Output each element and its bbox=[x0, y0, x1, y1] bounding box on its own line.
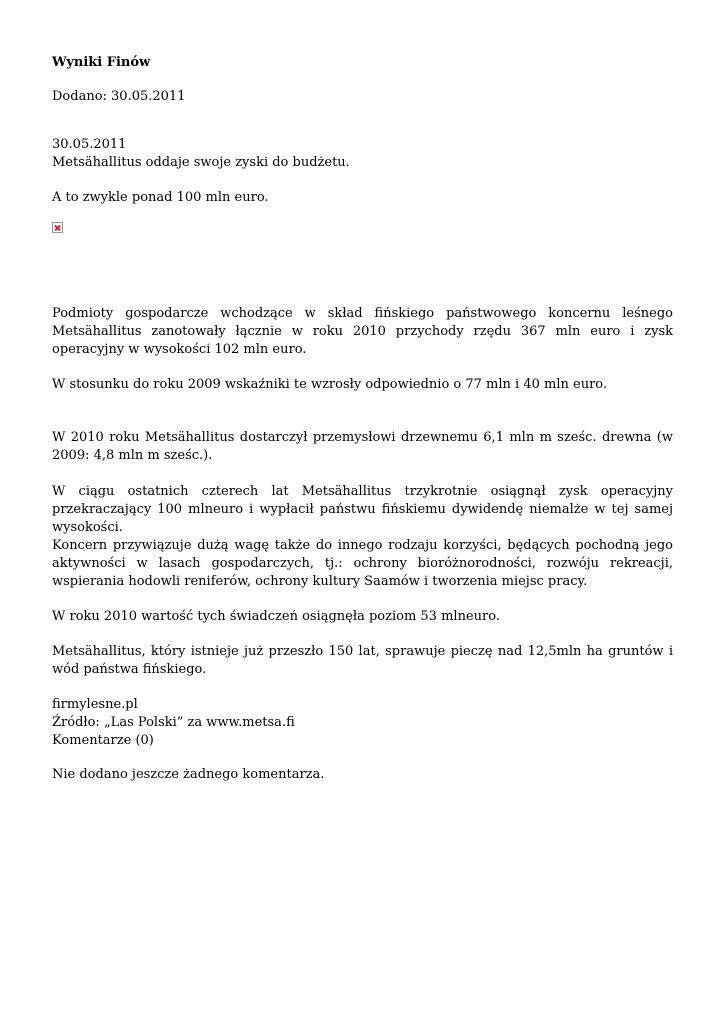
added-date: Dodano: 30.05.2011 bbox=[52, 89, 186, 104]
broken-image-icon bbox=[52, 222, 63, 233]
paragraph: W ciągu ostatnich czterech lat Metsähallitus trzykrotnie osiągnął zysk operacyjny przekraczający 100 mlneuro i wypłacił państwu fińskiemu dywidendę niemalże w tej samej wysokości. bbox=[52, 484, 673, 535]
article-lead: Metsähallitus oddaje swoje zyski do budżetu. bbox=[52, 155, 350, 170]
paragraph: Podmioty gospodarcze wchodzące w skład fińskiego państwowego koncernu leśnego Metsähallitus zanotowały łącznie w roku 2010 przychody rzędu 367 mln euro i zysk operacyjny w wysokości 102 mln euro. bbox=[52, 306, 673, 357]
comments-heading: Komentarze (0) bbox=[52, 733, 154, 748]
site-link[interactable]: firmylesne.pl bbox=[52, 697, 138, 712]
paragraph: Koncern przywiązuje dużą wagę także do innego rodzaju korzyści, będących pochodną jego aktywności w lasach gospodarczych, tj.: ochrony bioróżnorodności, rozwóju rekreacji, wspierania hodowli reniferów, ochrony kultury Saamów i tworzenia miejsc pracy. bbox=[52, 538, 673, 589]
paragraph: Metsähallitus, który istnieje już przeszło 150 lat, sprawuje pieczę nad 12,5mln ha gruntów i wód państwa fińskiego. bbox=[52, 644, 673, 677]
no-comments-text: Nie dodano jeszcze żadnego komentarza. bbox=[52, 767, 325, 782]
paragraph: W 2010 roku Metsähallitus dostarczył przemysłowi drzewnemu 6,1 mln m sześc. drewna (w 2009: 4,8 mln m sześc.). bbox=[52, 430, 673, 463]
paragraph: W roku 2010 wartość tych świadczeń osiągnęła poziom 53 mlneuro. bbox=[52, 609, 500, 624]
article-title: Wyniki Finów bbox=[52, 55, 151, 70]
paragraph: W stosunku do roku 2009 wskaźniki te wzrosły odpowiednio o 77 mln i 40 mln euro. bbox=[52, 377, 608, 392]
article-summary: A to zwykle ponad 100 mln euro. bbox=[52, 190, 269, 205]
source-line: Źródło: „Las Polski” za www.metsa.fi bbox=[52, 715, 295, 730]
article-date: 30.05.2011 bbox=[52, 137, 127, 152]
